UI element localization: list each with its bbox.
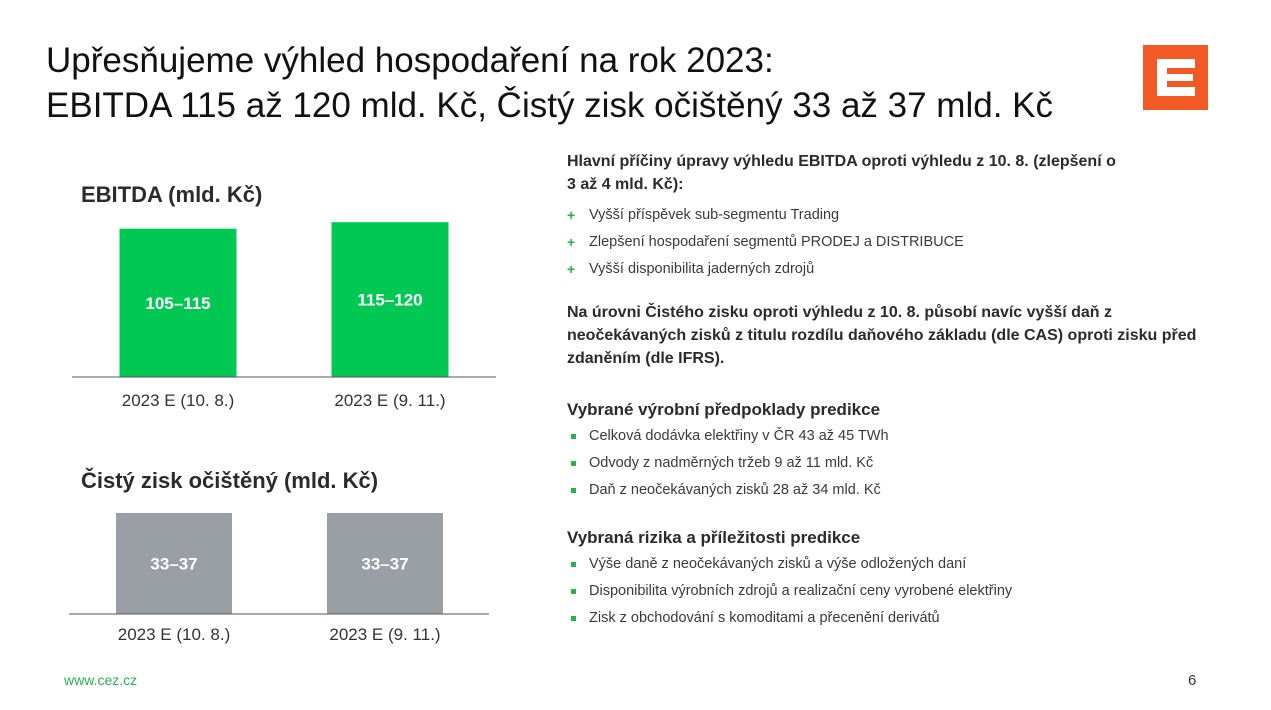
bullet-square-icon xyxy=(571,461,576,466)
page-number: 6 xyxy=(1188,672,1197,689)
list-item: Disponibilita výrobních zdrojů a realizační ceny vyrobené elektřiny xyxy=(567,578,1217,605)
bullet-square-icon xyxy=(571,488,576,493)
bar-value-label: 33–37 xyxy=(150,554,198,574)
risks-heading: Vybraná rizika a příležitosti predikce xyxy=(567,528,861,547)
bullet-square-icon xyxy=(571,589,576,594)
ebitda-chart-title: EBITDA (mld. Kč) xyxy=(81,182,263,207)
ebitda-reasons-list xyxy=(567,202,1217,283)
assumptions-list xyxy=(567,423,1217,504)
title-line-1: Upřesňujeme výhled hospodaření na rok 2023: xyxy=(46,41,774,80)
bar-value-label: 115–120 xyxy=(357,290,423,310)
ebitda-reasons-heading: Hlavní příčiny úpravy výhledu EBITDA oproti výhledu z 10. 8. (zlepšení o 3 až 4 mld. Kč): xyxy=(567,153,1116,193)
right-panel xyxy=(567,150,1217,632)
plus-icon: + xyxy=(567,234,576,250)
list-item: Zisk z obchodování s komoditami a přecenění derivátů xyxy=(567,605,1217,632)
list-item: + Vyšší příspěvek sub-segmentu Trading xyxy=(567,202,1217,229)
title-line-2: EBITDA 115 až 120 mld. Kč, Čistý zisk očištěný 33 až 37 mld. Kč xyxy=(46,86,1053,125)
list-item: Výše daně z neočekávaných zisků a výše odložených daní xyxy=(567,551,1217,578)
list-item: + Zlepšení hospodaření segmentů PRODEJ a DISTRIBUCE xyxy=(567,229,1217,256)
category-label: 2023 E (9. 11.) xyxy=(329,625,441,644)
risks-list xyxy=(567,551,1217,632)
bar-value-label: 105–115 xyxy=(145,293,211,313)
list-item: + Vyšší disponibilita jaderných zdrojů xyxy=(567,256,1217,283)
footer-url[interactable]: www.cez.cz xyxy=(64,672,138,688)
bullet-square-icon xyxy=(571,434,576,439)
category-label: 2023 E (10. 8.) xyxy=(117,625,231,644)
list-item: Daň z neočekávaných zisků 28 až 34 mld. Kč xyxy=(567,477,1217,504)
bullet-square-icon xyxy=(571,616,576,621)
ebitda-chart xyxy=(72,222,496,410)
plus-icon: + xyxy=(567,207,576,223)
net-profit-chart xyxy=(69,513,489,644)
bullet-square-icon xyxy=(571,562,576,567)
net-profit-note: Na úrovni Čistého zisku oproti výhledu z 10. 8. působí navíc vyšší daň z neočekávaných zisků z titulu rozdílu daňového základu (dle CAS) oproti zisku před zdaněním (dle IFRS). xyxy=(567,304,1197,367)
category-label: 2023 E (9. 11.) xyxy=(334,391,446,410)
category-label: 2023 E (10. 8.) xyxy=(121,391,235,410)
assumptions-heading: Vybrané výrobní předpoklady predikce xyxy=(567,400,881,419)
list-item: Odvody z nadměrných tržeb 9 až 11 mld. Kč xyxy=(567,450,1217,477)
net-profit-chart-title: Čistý zisk očištěný (mld. Kč) xyxy=(81,468,379,493)
bar-value-label: 33–37 xyxy=(361,554,409,574)
list-item: Celková dodávka elektřiny v ČR 43 až 45 TWh xyxy=(567,423,1217,450)
plus-icon: + xyxy=(567,261,576,277)
